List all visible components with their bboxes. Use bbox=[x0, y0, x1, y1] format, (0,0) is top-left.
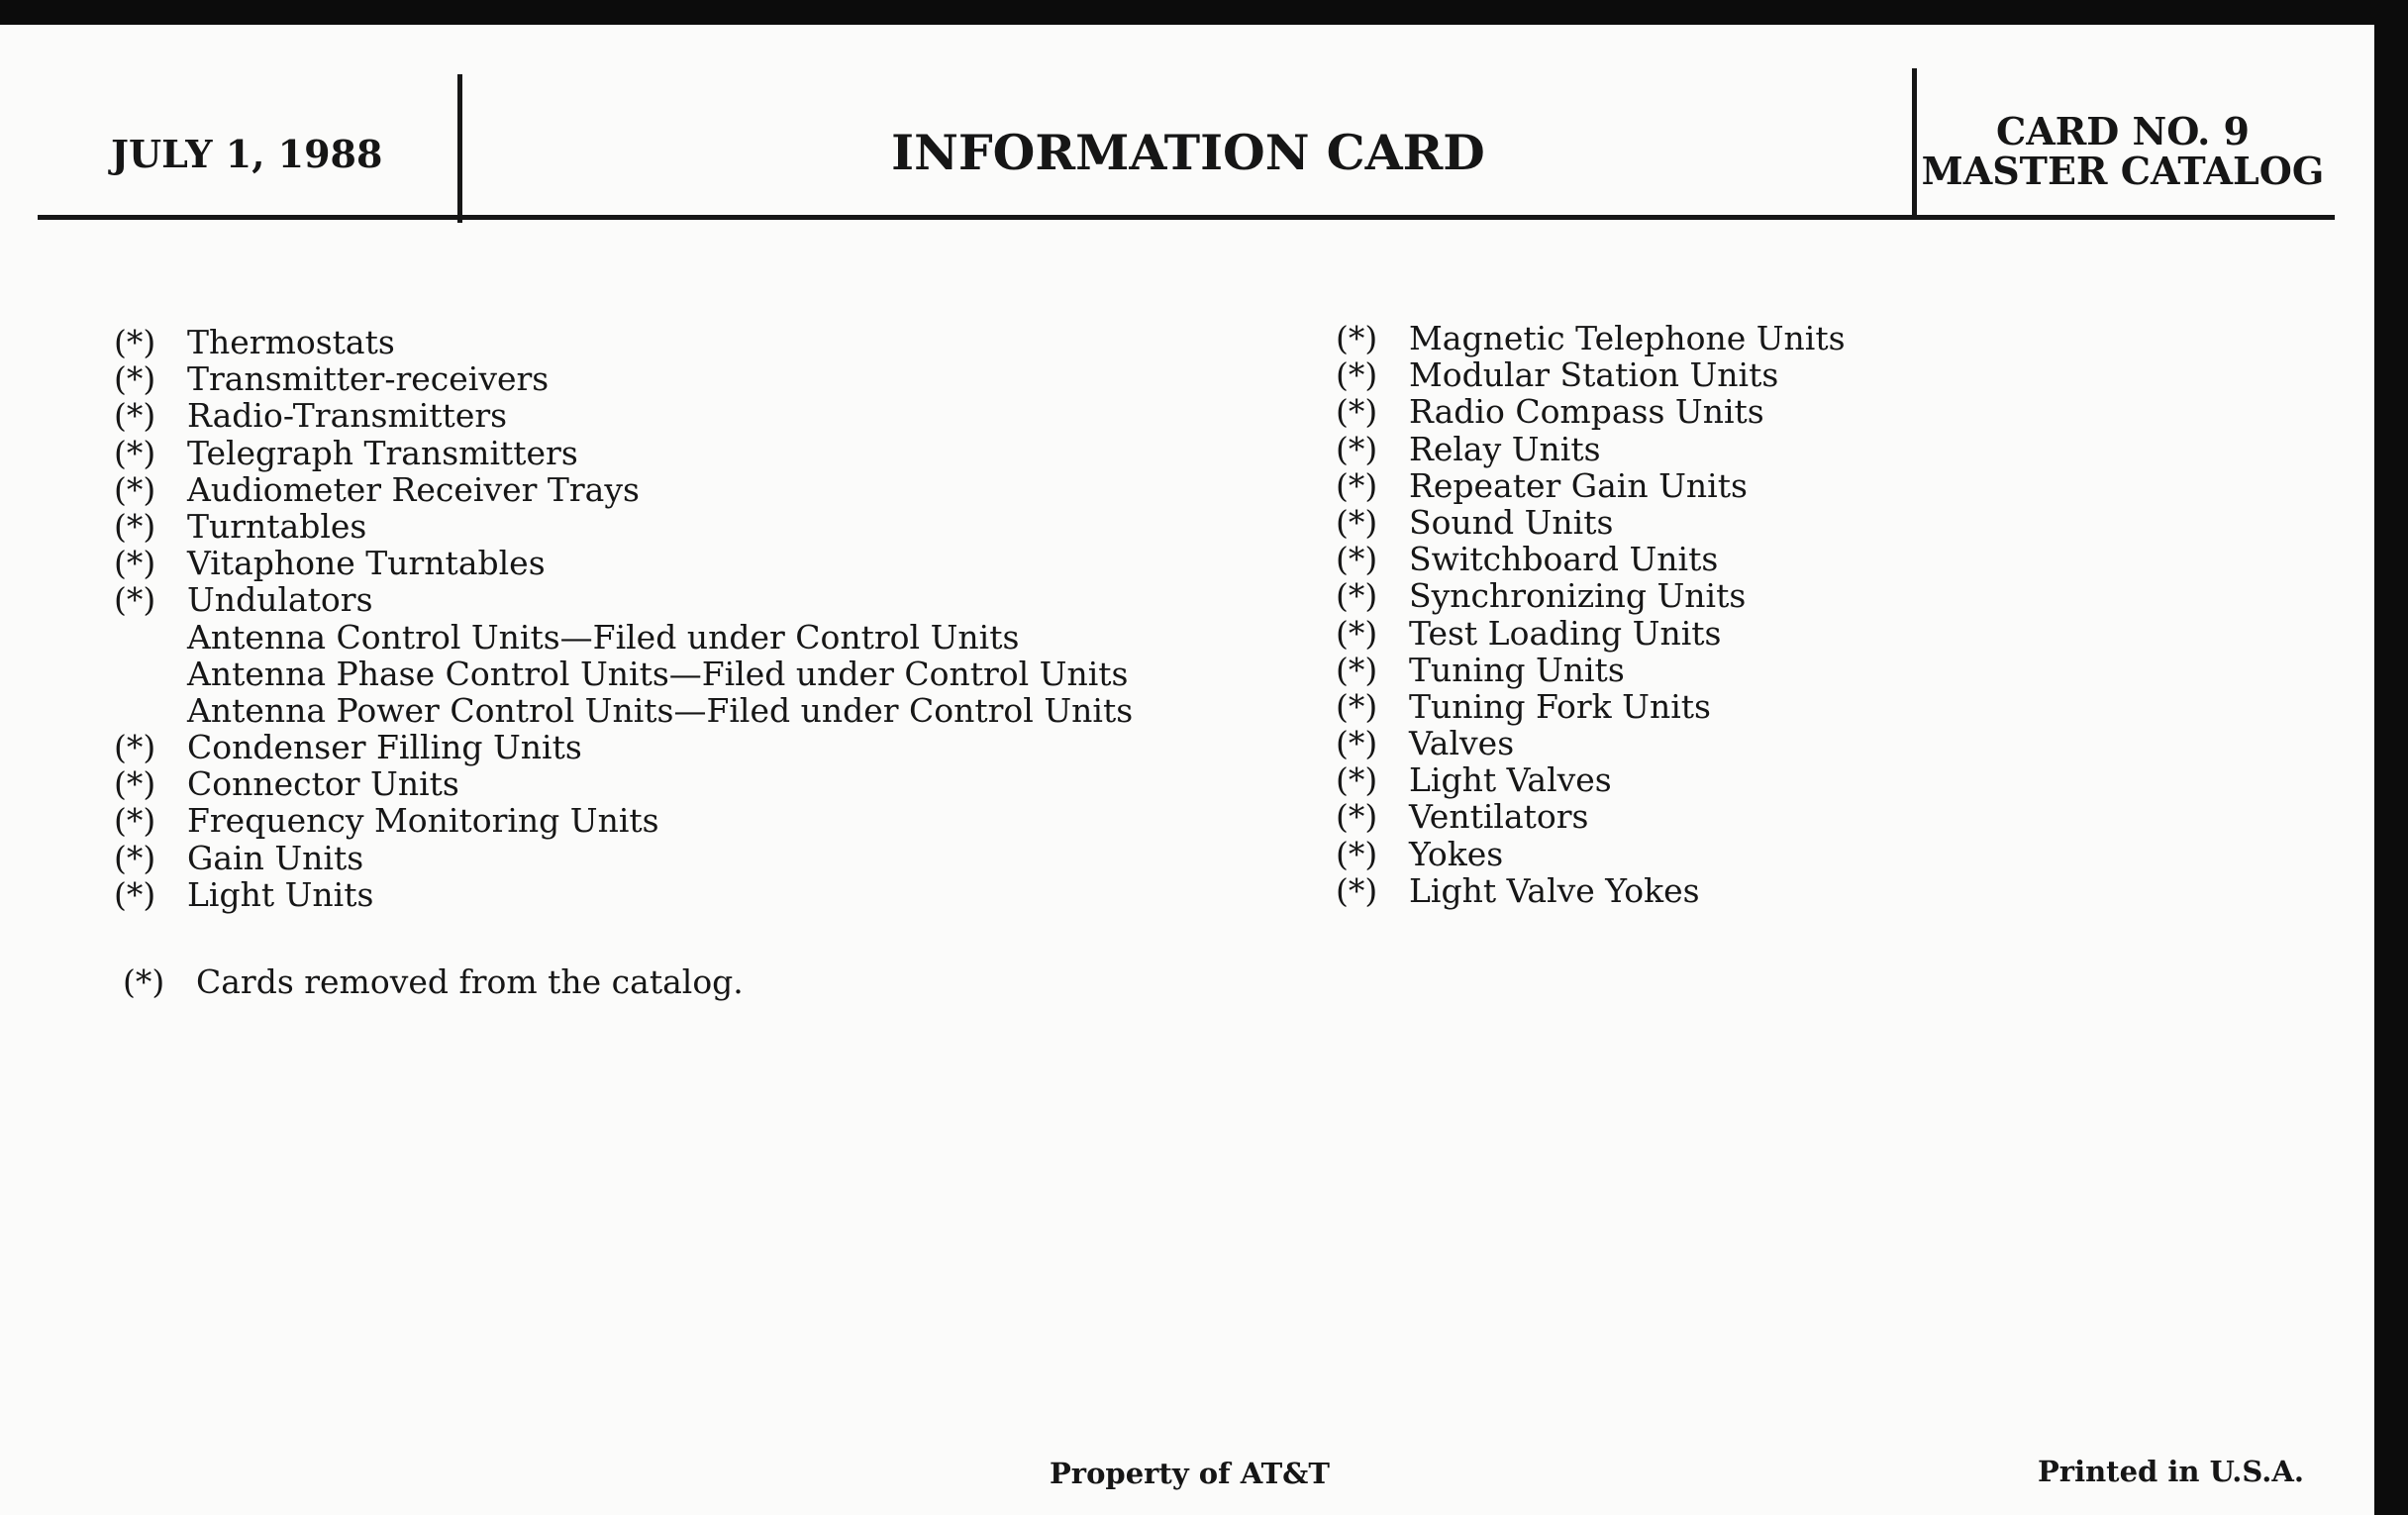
item-text: Magnetic Telephone Units bbox=[1409, 319, 1846, 357]
item-text: Sound Units bbox=[1409, 502, 1614, 542]
item-text: Light Valves bbox=[1409, 760, 1612, 800]
item-text: Antenna Phase Control Units—Filed under Control Units bbox=[187, 654, 1129, 693]
removed-mark: (*) bbox=[114, 874, 156, 914]
item-text: Valves bbox=[1409, 724, 1515, 763]
removed-mark: (*) bbox=[1336, 724, 1378, 763]
removed-mark: (*) bbox=[1336, 834, 1378, 873]
item-text: Switchboard Units bbox=[1409, 540, 1719, 579]
item-text: Repeater Gain Units bbox=[1409, 465, 1748, 505]
card-date: JULY 1, 1988 bbox=[111, 132, 383, 176]
item-text: Connector Units bbox=[187, 764, 459, 804]
item-text: Modular Station Units bbox=[1409, 355, 1779, 395]
note-mark: (*) bbox=[123, 962, 165, 1001]
item-text: Condenser Filling Units bbox=[187, 728, 582, 767]
removed-mark: (*) bbox=[1336, 502, 1378, 542]
removed-mark: (*) bbox=[1336, 686, 1378, 726]
item-text: Tuning Units bbox=[1409, 650, 1625, 689]
catalog-name: MASTER CATALOG bbox=[1921, 149, 2325, 193]
removed-mark: (*) bbox=[114, 544, 156, 583]
item-text: Undulators bbox=[187, 580, 373, 620]
removed-mark: (*) bbox=[114, 506, 156, 546]
removed-mark: (*) bbox=[114, 764, 156, 804]
item-text: Thermostats bbox=[187, 323, 395, 361]
item-text: Transmitter-receivers bbox=[187, 359, 550, 399]
removed-mark: (*) bbox=[1336, 650, 1378, 689]
removed-mark: (*) bbox=[1336, 355, 1378, 395]
scan-edge bbox=[2374, 25, 2408, 1515]
removed-mark: (*) bbox=[114, 838, 156, 877]
removed-mark: (*) bbox=[1336, 760, 1378, 800]
item-text: Radio Compass Units bbox=[1409, 392, 1764, 432]
removed-mark: (*) bbox=[1336, 429, 1378, 468]
removed-mark: (*) bbox=[114, 580, 156, 620]
removed-mark: (*) bbox=[1336, 540, 1378, 579]
card-title: INFORMATION CARD bbox=[891, 124, 1485, 181]
removed-mark: (*) bbox=[1336, 392, 1378, 432]
removed-mark: (*) bbox=[1336, 870, 1378, 910]
removed-mark: (*) bbox=[1336, 613, 1378, 653]
item-text: Frequency Monitoring Units bbox=[187, 801, 659, 841]
information-card bbox=[0, 25, 2374, 1515]
removed-mark: (*) bbox=[1336, 576, 1378, 616]
item-text: Antenna Control Units—Filed under Control Units bbox=[187, 617, 1020, 656]
removed-mark: (*) bbox=[114, 359, 156, 399]
removed-mark: (*) bbox=[1336, 797, 1378, 837]
item-text: Radio-Transmitters bbox=[187, 396, 508, 436]
removed-mark: (*) bbox=[1336, 319, 1378, 357]
removed-mark: (*) bbox=[114, 396, 156, 436]
item-text: Gain Units bbox=[187, 838, 364, 877]
item-text: Vitaphone Turntables bbox=[187, 544, 546, 583]
item-text: Ventilators bbox=[1409, 797, 1589, 837]
item-text: Relay Units bbox=[1409, 429, 1601, 468]
removed-mark: (*) bbox=[114, 801, 156, 841]
footer-property: Property of AT&T bbox=[1050, 1457, 1330, 1490]
item-text: Antenna Power Control Units—Filed under Control Units bbox=[187, 690, 1134, 730]
item-text: Light Units bbox=[187, 874, 374, 914]
removed-mark: (*) bbox=[114, 433, 156, 472]
note-text: Cards removed from the catalog. bbox=[196, 962, 744, 1001]
removed-mark: (*) bbox=[1336, 465, 1378, 505]
item-text: Test Loading Units bbox=[1409, 613, 1722, 653]
card-number: CARD NO. 9 bbox=[1996, 109, 2250, 153]
item-text: Tuning Fork Units bbox=[1409, 686, 1711, 726]
card-number-block bbox=[1915, 109, 2331, 193]
item-text: Audiometer Receiver Trays bbox=[187, 469, 640, 509]
removed-mark: (*) bbox=[114, 728, 156, 767]
item-text: Yokes bbox=[1409, 834, 1504, 873]
removed-mark: (*) bbox=[114, 469, 156, 509]
item-text: Light Valve Yokes bbox=[1409, 870, 1700, 910]
item-text: Turntables bbox=[187, 506, 367, 546]
item-text: Telegraph Transmitters bbox=[187, 433, 578, 472]
header-rule bbox=[38, 215, 2335, 220]
footer-printed: Printed in U.S.A. bbox=[2038, 1455, 2304, 1488]
removed-mark: (*) bbox=[114, 323, 156, 361]
item-text: Synchronizing Units bbox=[1409, 576, 1747, 616]
